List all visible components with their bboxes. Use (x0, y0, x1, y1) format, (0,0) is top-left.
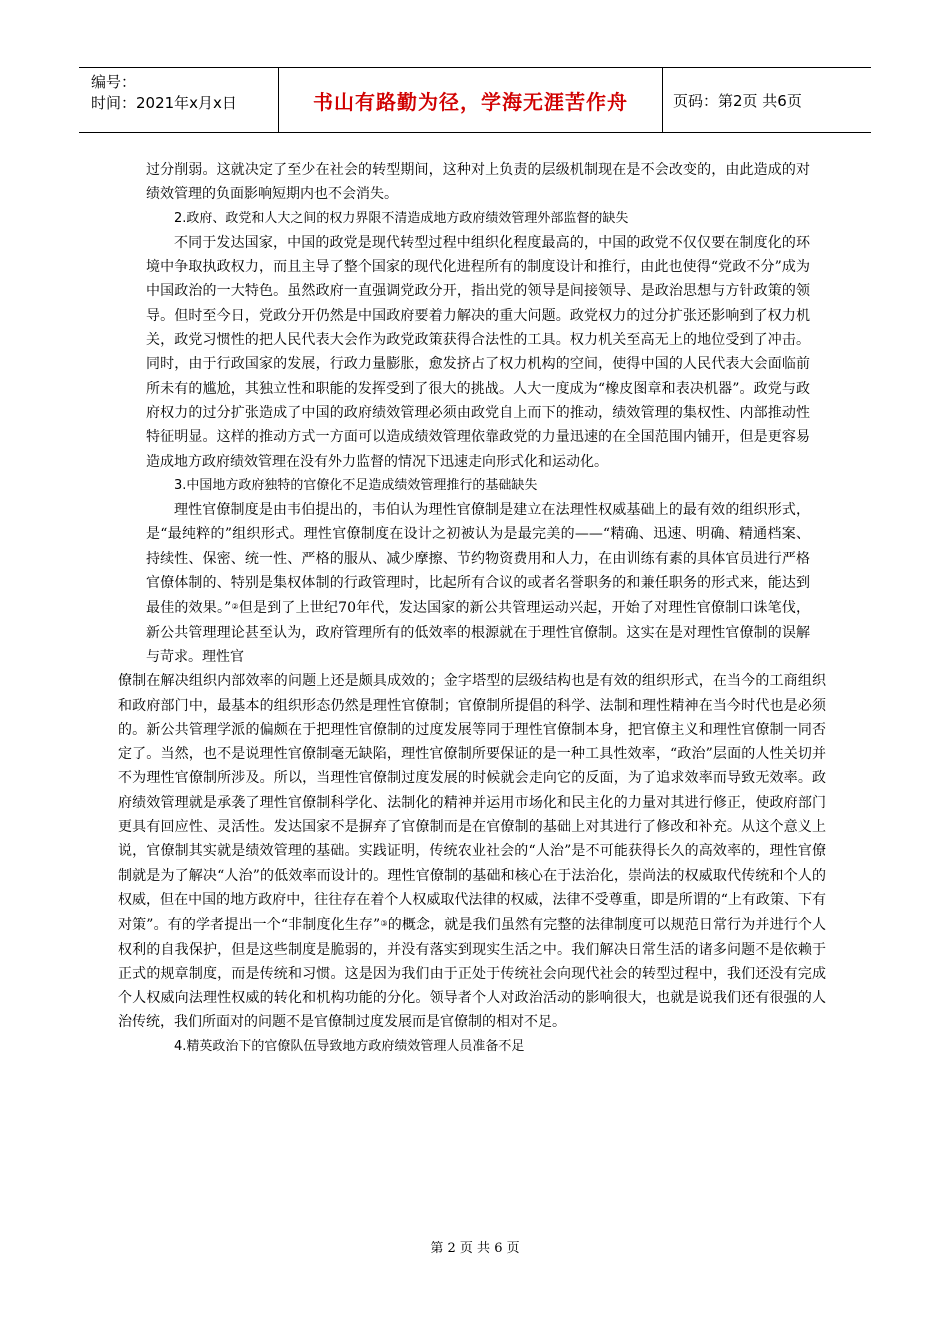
paragraph-bureaucracy (146, 498, 810, 669)
paragraph-bureaucracy-text-b: 但是到了上世纪70年代，发达国家的新公共管理运动兴起，开始了对理性官僚制口诛笔伐，新公共管理理论甚至认为，政府管理所有的低效率的根源就在于理性官僚制。这实在是对理性官僚制的误解与苛求。理性官 (146, 600, 811, 665)
header-motto: 书山有路勤为径，学海无涯苦作舟 (279, 68, 663, 132)
header-meta (79, 68, 279, 132)
document-number-label: 编号： (91, 73, 137, 91)
section-heading-2: 2.政府、政党和人大之间的权力界限不清造成地方政府绩效管理外部监督的缺失 (174, 210, 629, 226)
page-footer: 第 2 页 共 6 页 (430, 1241, 520, 1256)
footnote-marker-2: ② (231, 602, 239, 612)
section-heading-4: 4.精英政治下的官僚队伍导致地方政府绩效管理人员准备不足 (174, 1038, 525, 1054)
paragraph-bureaucracy-continued (118, 669, 826, 1034)
paragraph-continued-text-a: 僚制在解决组织内部效率的问题上还是颇具成效的；金字塔型的层级结构也是有效的组织形式，在当今的工商组织和政府部门中，最基本的组织形态仍然是理性官僚制；官僚制所提倡的科学、法制和理性精神在当今时代也是必须的。新公共管理学派的偏颇在于把理性官僚制的过度发展等同于理性官僚制本身，把官僚主义和理性官僚制一同否定了。当然，也不是说理性官僚制毫无缺陷，理性官僚制所要保证的是一种工具性效率，“政治”层面的人性关切并不为理性官僚制所涉及。所以，当理性官僚制过度发展的时候就会走向它的反面，为了追求效率而导致无效率。政府绩效管理就是承袭了理性官僚制科学化、法制化的精神并运用市场化和民主化的力量对其进行修正，使政府部门更具有回应性、灵活性。发达国家不是摒弃了官僚制而是在官僚制的基础上对其进行了修改和补充。从这个意义上说，官僚制其实就是绩效管理的基础。实践证明，传统农业社会的“人治”是不可能获得长久的高效率的，理性官僚制就是为了解决“人治”的低效率而设计的。理性官僚制的基础和核心在于法治化，崇尚法的权威取代传统和个人的权威，但在中国的地方政府中，往往存在着个人权威取代法律的权威，法律不受尊重，即是所谓的“上有政策、下有对策”。有的学者提出一个“非制度化生存” (118, 673, 826, 934)
paragraph-party-state: 不同于发达国家，中国的政党是现代转型过程中组织化程度最高的，中国的政党不仅仅要在制度化的环境中争取执政权力，而且主导了整个国家的现代化进程所有的制度设计和推行，由此也使得“党政不分”成为中国政治的一大特色。虽然政府一直强调党政分开，指出党的领导是间接领导、是政治思想与方针政策的领导。但时至今日，党政分开仍然是中国政府要着力解决的重大问题。政党权力的过分扩张还影响到了权力机关，政党习惯性的把人民代表大会作为政党政策获得合法性的工具。权力机关至高无上的地位受到了冲击。同时，由于行政国家的发展，行政力量膨胀，愈发挤占了权力机构的空间，使得中国的人民代表大会面临前所未有的尴尬，其独立性和职能的发挥受到了很大的挑战。人大一度成为“橡皮图章和表决机器”。政党与政府权力的过分扩张造成了中国的政府绩效管理必须由政党自上而下的推动，绩效管理的集权性、内部推动性特征明显。这样的推动方式一方面可以造成绩效管理依靠政党的力量迅速的在全国范围内铺开，但是更容易造成地方政府绩效管理在没有外力监督的情况下迅速走向形式化和运动化。 (146, 234, 810, 470)
paragraph-continued-text-b: 的概念，就是我们虽然有完整的法律制度可以规范日常行为并进行个人权利的自我保护，但是这些制度是脆弱的，并没有落实到现实生活之中。我们解决日常生活的诸多问题不是依赖于正式的规章制度，而是传统和习惯。这是因为我们由于正处于传统社会向现代社会的转型过程中，我们还没有完成个人权威向法理性权威的转化和机构功能的分化。领导者个人对政治活动的影响很大，也就是说我们还有很强的人治传统，我们所面对的问题不是官僚制过度发展而是官僚制的相对不足。 (118, 917, 827, 1031)
document-body (118, 158, 827, 1059)
paragraph-continued: 过分削弱。这就决定了至少在社会的转型期间，这种对上负责的层级机制现在是不会改变的，由此造成的对绩效管理的负面影响短期内也不会消失。 (146, 162, 810, 203)
footnote-marker-3: ③ (380, 919, 388, 929)
document-date-label: 时间：2021年x月x日 (91, 94, 237, 112)
paragraph-bureaucracy-text-a: 理性官僚制度是由韦伯提出的，韦伯认为理性官僚制是建立在法理性权威基础上的最有效的组织形式，是“最纯粹的”组织形式。理性官僚制度在设计之初被认为是最完美的——“精确、迅速、明确、精通档案、持续性、保密、统一性、严格的服从、减少摩擦、节约物资费用和人力，在由训练有素的具体官员进行严格官僚体制的、特别是集权体制的行政管理时，比起所有合议的或者名誉职务的和兼任职务的形式来，能达到最佳的效果。” (146, 502, 810, 617)
header-page-label: 页码：第2页 共6页 (673, 91, 802, 110)
page-header (79, 67, 871, 133)
section-heading-3: 3.中国地方政府独特的官僚化不足造成绩效管理推行的基础缺失 (174, 477, 538, 493)
